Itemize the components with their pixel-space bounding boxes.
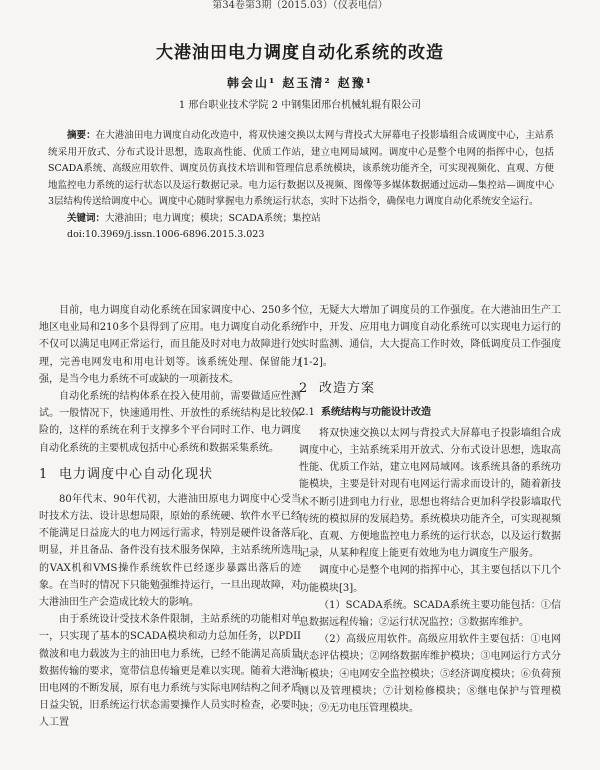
- keywords-label: 关键词：: [67, 212, 106, 224]
- right-column: [299, 302, 561, 717]
- subsection-2-1-paragraph-1: 将双快速交换以太网与背投式大屏幕电子投影墙组合成调度中心，主站系统采用开放式、分布式设计思想，选取高性能、优质工作站，建立电网局域网。该系统具备的系统功能模块，主要是针对现有电网运行需求而设计的，随着新技术不断引进到电力行业，思想也将结合更加科学投影墙取代传统的模拟屏的发展趋势。系统模块功能齐全，可实现视频化、直观、方便地监控电力系统的运行状态，以及运行数据记录，从某种程度上能更有效地为电力调度生产服务。: [299, 427, 561, 560]
- intro-paragraph-1: 目前，电力调度自动化系统在国家调度中心、250多个地区电业局和210多个县得到了应用。电力调度自动化系统不仅可以满足电网正常运行，而且能及时对电力故障进行处理，完善电网发电和用电计划等。该系统处理、保留能力强，是当今电力系统不可或缺的一项新技术。: [39, 305, 301, 385]
- paper-title: 大港油田电力调度自动化系统的改造: [156, 43, 444, 63]
- section-1-paragraph-1: 80年代末、90年代初，大港油田原电力调度中心受当时技术方法、设计思想局限，原始的系统硬、软件水平已经不能满足日益庞大的电力网远行需求，特别是硬件设备落后明显，并且备品、备件没有技术服务保障，主站系统所选用的VAX机和VMS操作系统软件已经逐步暴露出落后的迹象。在当时的情况下只能勉强维持运行，一旦出现故障，对大港油田生产会造成比较大的影响。: [39, 493, 301, 609]
- doi: doi:10.3969/j.issn.1006-6896.2015.3.023: [67, 229, 265, 240]
- section-1-number: 1: [39, 466, 49, 482]
- subsection-2-1-number: 2.1: [299, 406, 315, 418]
- section-2-title: 改造方案: [319, 380, 376, 396]
- abstract-text: 在大港油田电力调度自动化改造中，将双快速交换以太网与背投式大屏幕电子投影墙组合成调度中心，主站系统采用开放式、分布式设计思想，选取高性能、优质工作站，建立电网局域网。调度中心是整个电网的指挥中心，包括SCADA系统、高级应用软件、调度员仿真技术培训和管理信息系统模块，该系统功能齐全，可实现视频化、直观、方便地监控电力系统的运行状态以及运行数据记录。电力运行数据以及视频、图像等多媒体数据通过远动—集控站—调度中心3层结构传送给调度中心。调度中心随时掌握电力系统运行状态，实时下达指令，确保电力调度自动化系统安全运行。: [48, 130, 554, 207]
- intro-paragraph-2: 自动化系统的结构体系在投入使用前，需要做适应性测试。一般情况下，快速通用性、开放性的系统结构是比较保险的，这样的系统在利于支撑多个平台同时工作、电力调度自动化系统的主要机成包括中心系统和数据采集系统。: [39, 391, 301, 454]
- subsection-2-1-paragraph-4: （2）高级应用软件。高级应用软件主要包括：①电网状态评估模块；②网络数据库维护模块；③电网运行方式分析模块；④电网安全监控模块；⑤经济调度模块；⑥负荷预测以及管理模块；⑦计划检修模块；⑧继电保护与管理模块；⑨无功电压管理模块。: [299, 634, 561, 715]
- subsection-2-1-heading: [299, 405, 561, 421]
- subsection-2-1-title: 系统结构与功能设计改造: [321, 406, 431, 418]
- keywords: [48, 211, 554, 228]
- abstract: [48, 128, 554, 211]
- section-1-heading: [39, 465, 301, 485]
- subsection-2-1-paragraph-3: （1）SCADA系统。SCADA系统主要功能包括：①信息数据远程传输；②运行状况监控；③数据库维护。: [299, 599, 561, 629]
- continued-paragraph: 位，无疑大大增加了调度员的工作强度。在大港油田生产工作中，开发、应用电力调度自动化系统可以实现电力运行的实时监测、通信，大大提高工作时效，降低调度员工作强度[1-2]。: [299, 305, 561, 368]
- keywords-text: 大港油田；电力调度；模块；SCADA系统；集控站: [105, 212, 321, 224]
- running-head: 第34卷第3期（2015.03）（仪表电信）: [212, 0, 388, 11]
- section-2-number: 2: [299, 380, 309, 396]
- abstract-block: [48, 128, 554, 244]
- affiliations: 1 邢台职业技术学院 2 中钢集团邢台机械轧辊有限公司: [178, 100, 422, 111]
- section-1-paragraph-2: 由于系统设计受技术条件限制，主站系统的功能相对单一，只实现了基本的SCADA模块和动力总加任务，以PDII微波和电力载波为主的油田电力系统，已经不能满足高质量数据传输的要求，宽带信息传输更是难以实现。随着大港油田电网的不断发展，原有电力系统与实际电网结构之间矛盾日益尖锐，旧系统运行状态需要操作人员实时检查，必要时人工置: [39, 614, 301, 729]
- authors: 韩会山¹ 赵玉清² 赵豫¹: [226, 76, 374, 90]
- section-2-heading: [299, 379, 561, 399]
- abstract-label: 摘要：: [67, 130, 96, 141]
- section-1-title: 电力调度中心自动化现状: [59, 466, 214, 482]
- subsection-2-1-paragraph-2: 调度中心是整个电网的指挥中心，其主要包括以下几个功能模块[3]。: [299, 565, 561, 594]
- left-column: [39, 302, 301, 732]
